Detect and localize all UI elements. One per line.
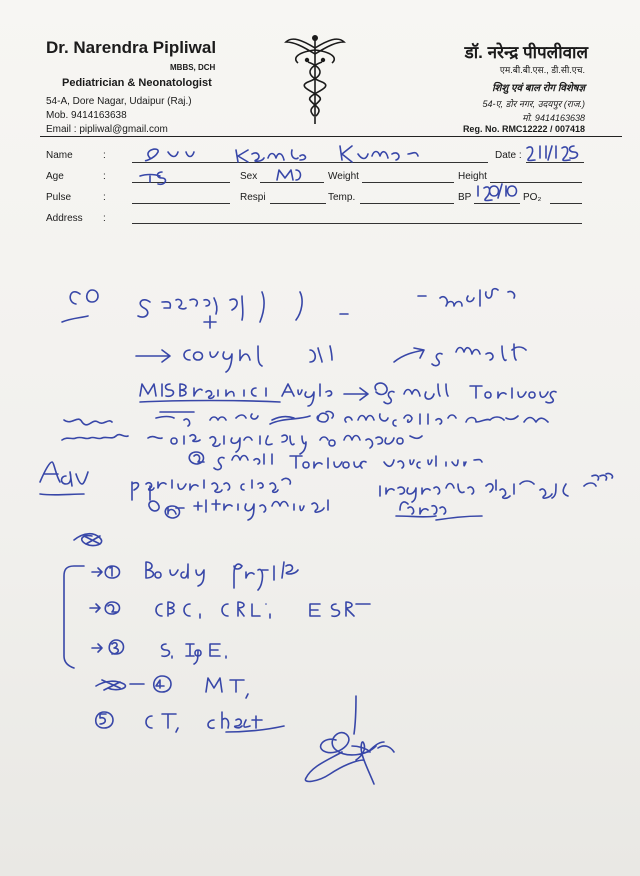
po2-label: PO₂ bbox=[523, 192, 542, 203]
height-label: Height bbox=[458, 171, 487, 182]
clinic-email: Email : pipliwal@gmail.com bbox=[46, 124, 168, 135]
doctor-name-hindi: डॉ. नरेन्द्र पीपलीवाल bbox=[464, 43, 588, 62]
pulse-label: Pulse bbox=[46, 192, 72, 203]
doctor-qualification: MBBS, DCH bbox=[170, 63, 216, 72]
address-colon: : bbox=[103, 213, 106, 224]
date-label: Date : bbox=[495, 150, 522, 161]
clinic-mobile: Mob. 9414163638 bbox=[46, 110, 127, 121]
doctor-name: Dr. Narendra Pipliwal bbox=[46, 38, 217, 57]
age-label: Age bbox=[46, 171, 64, 182]
doctor-specialty-hindi: शिशु एवं बाल रोग विशेषज्ञ bbox=[492, 83, 585, 94]
address-label: Address bbox=[46, 213, 83, 224]
clinic-address-hindi: 54-ए, डोर नगर, उदयपुर (राज.) bbox=[482, 99, 585, 109]
name-label: Name bbox=[46, 150, 73, 161]
pulse-colon: : bbox=[103, 192, 106, 203]
clinic-mobile-hindi: मो. 9414163638 bbox=[522, 113, 585, 123]
registration-number: Reg. No. RMC12222 / 007418 bbox=[462, 124, 585, 134]
weight-label: Weight bbox=[328, 171, 359, 182]
doctor-specialty: Pediatrician & Neonatologist bbox=[62, 77, 212, 89]
doctor-qualification-hindi: एम.बी.बी.एस., डी.सी.एच. bbox=[499, 65, 585, 75]
respi-label: Respi bbox=[240, 192, 266, 203]
temp-label: Temp. bbox=[328, 192, 356, 203]
bp-label: BP bbox=[458, 192, 472, 203]
clinic-address: 54-A, Dore Nagar, Udaipur (Raj.) bbox=[46, 96, 192, 107]
name-colon: : bbox=[103, 150, 106, 161]
age-colon: : bbox=[103, 171, 106, 182]
sex-label: Sex bbox=[240, 171, 258, 182]
